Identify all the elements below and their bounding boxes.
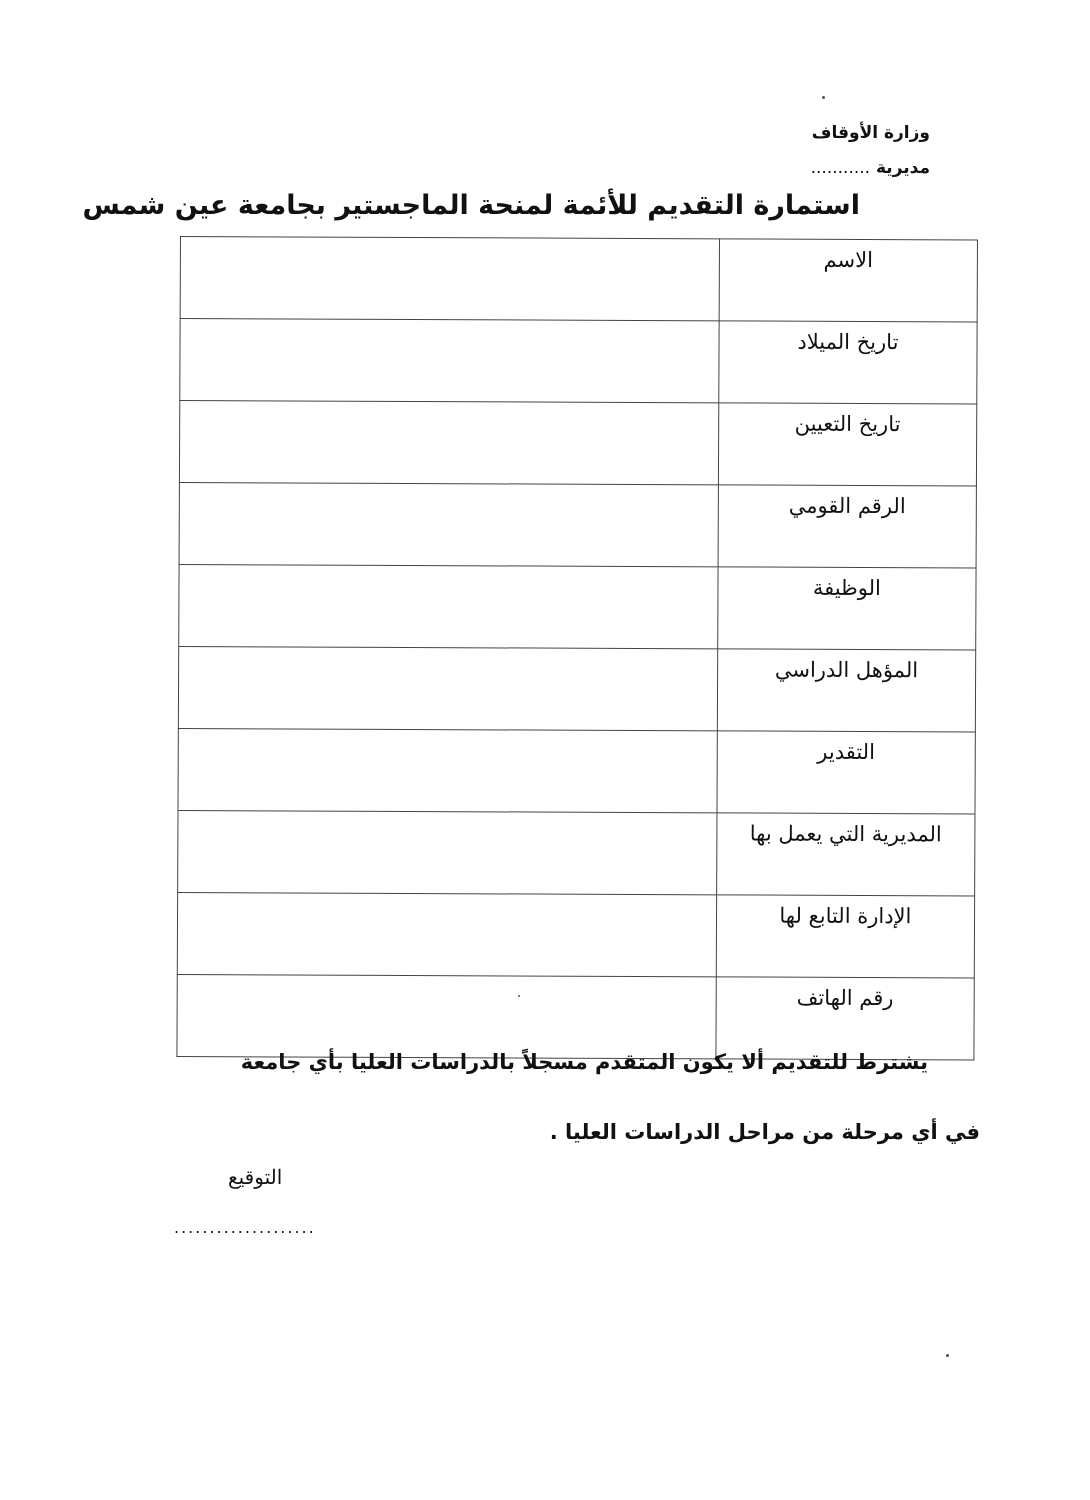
table-row [180,237,977,322]
condition-line-2: في أي مرحلة من مراحل الدراسات العليا . [549,1120,980,1144]
field-label-directorate: المديرية التي يعمل بها [716,813,975,896]
field-label-birth-date: تاريخ الميلاد [719,321,978,404]
field-label-national-id: الرقم القومي [718,485,977,568]
field-value-name[interactable] [180,237,719,321]
scan-speck [946,1354,949,1357]
directorate-dots: ........... [810,158,871,178]
field-label-appointment-date: تاريخ التعيين [718,403,977,486]
field-value-administration[interactable] [177,892,716,976]
field-value-appointment-date[interactable] [179,401,718,485]
signature-label: التوقيع [228,1165,283,1189]
field-label-qualification: المؤهل الدراسي [717,649,976,732]
table-row [179,564,976,649]
field-label-administration: الإدارة التابع لها [716,895,975,978]
field-value-grade[interactable] [178,728,717,812]
scan-speck [822,96,825,99]
field-value-phone[interactable] [177,974,716,1058]
table-row [178,646,975,731]
field-value-directorate[interactable] [178,810,717,894]
field-value-qualification[interactable] [178,646,717,730]
condition-line-1: يشترط للتقديم ألا يكون المتقدم مسجلاً بالدراسات العليا بأي جامعة [240,1050,928,1074]
form-title: استمارة التقديم للأئمة لمنحة الماجستير بجامعة عين شمس [82,190,860,221]
field-value-national-id[interactable] [179,482,718,566]
field-label-phone: رقم الهاتف [716,977,975,1060]
directorate-line [811,158,930,178]
scan-speck [518,995,520,997]
table-row [177,974,974,1059]
field-label-name: الاسم [719,239,978,322]
field-label-grade: التقدير [717,731,976,814]
table-row [179,401,976,486]
table-row [178,728,975,813]
field-value-job[interactable] [179,564,718,648]
directorate-label: مديرية [876,158,930,178]
field-value-birth-date[interactable] [180,319,719,403]
table-row [177,892,974,977]
table-row [179,482,976,567]
field-label-job: الوظيفة [717,567,976,650]
signature-line[interactable]: .................... [174,1218,316,1237]
table-row [178,810,975,895]
table-row [180,319,977,404]
ministry-name: وزارة الأوقاف [811,123,930,143]
application-form-table [176,236,978,1060]
